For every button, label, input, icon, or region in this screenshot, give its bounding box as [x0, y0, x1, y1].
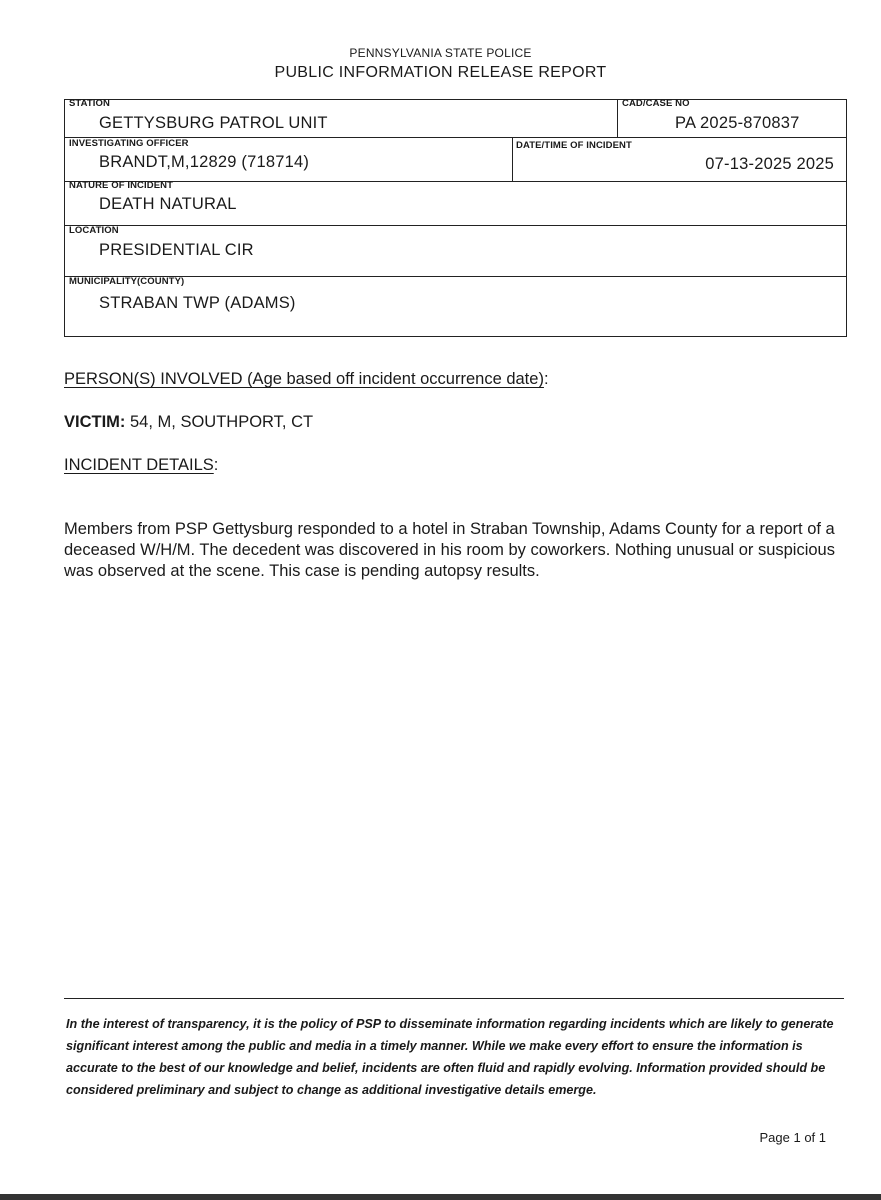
victim-label: VICTIM: — [64, 413, 126, 431]
nature-label: NATURE OF INCIDENT — [69, 180, 174, 191]
municipality-value: STRABAN TWP (ADAMS) — [99, 294, 296, 312]
page-number: Page 1 of 1 — [759, 1130, 826, 1145]
footer-divider — [64, 998, 844, 999]
location-label: LOCATION — [69, 225, 119, 236]
form-divider — [512, 137, 513, 181]
case-no-label: CAD/CASE NO — [622, 98, 690, 109]
report-title: PUBLIC INFORMATION RELEASE REPORT — [274, 64, 607, 81]
persons-heading: PERSON(S) INVOLVED (Age based off incident occurrence date): — [64, 370, 549, 388]
victim-line — [64, 413, 313, 432]
incident-datetime-value: 07-13-2025 2025 — [705, 155, 834, 173]
officer-value: BRANDT,M,12829 (718714) — [99, 153, 310, 171]
incident-details-text: Members from PSP Gettysburg responded to a hotel in Straban Township, Adams County for a report of a deceased W/H/M. The decedent was discovered in his room by coworkers. Nothing unusual or suspicious was observed at the scene. This case is pending autopsy results. — [64, 520, 835, 580]
form-divider — [65, 181, 846, 182]
location-value: PRESIDENTIAL CIR — [99, 241, 254, 259]
details-heading: INCIDENT DETAILS: — [64, 456, 219, 474]
station-label: STATION — [69, 98, 110, 109]
incident-form — [64, 99, 847, 337]
agency-name: PENNSYLVANIA STATE POLICE — [349, 46, 532, 60]
municipality-label: MUNICIPALITY(COUNTY) — [69, 276, 185, 287]
officer-label: INVESTIGATING OFFICER — [69, 138, 189, 149]
transparency-disclaimer: In the interest of transparency, it is the policy of PSP to disseminate information regarding incidents which are likely to generate significant interest among the public and media in a timely manner. While we make every effort to ensure the information is accurate to the best of our knowledge and belief, incidents are often fluid and rapidly evolving. Information provided should be considered preliminary and subject to change as additional investigative details emerge. — [66, 1017, 834, 1097]
case-no-value: PA 2025-870837 — [675, 114, 800, 132]
form-divider — [617, 100, 618, 137]
form-divider — [65, 225, 846, 226]
station-value: GETTYSBURG PATROL UNIT — [99, 114, 328, 132]
victim-value: 54, M, SOUTHPORT, CT — [125, 413, 314, 431]
nature-value: DEATH NATURAL — [99, 195, 237, 213]
scan-edge — [0, 1194, 881, 1200]
incident-datetime-label: DATE/TIME OF INCIDENT — [516, 140, 632, 151]
